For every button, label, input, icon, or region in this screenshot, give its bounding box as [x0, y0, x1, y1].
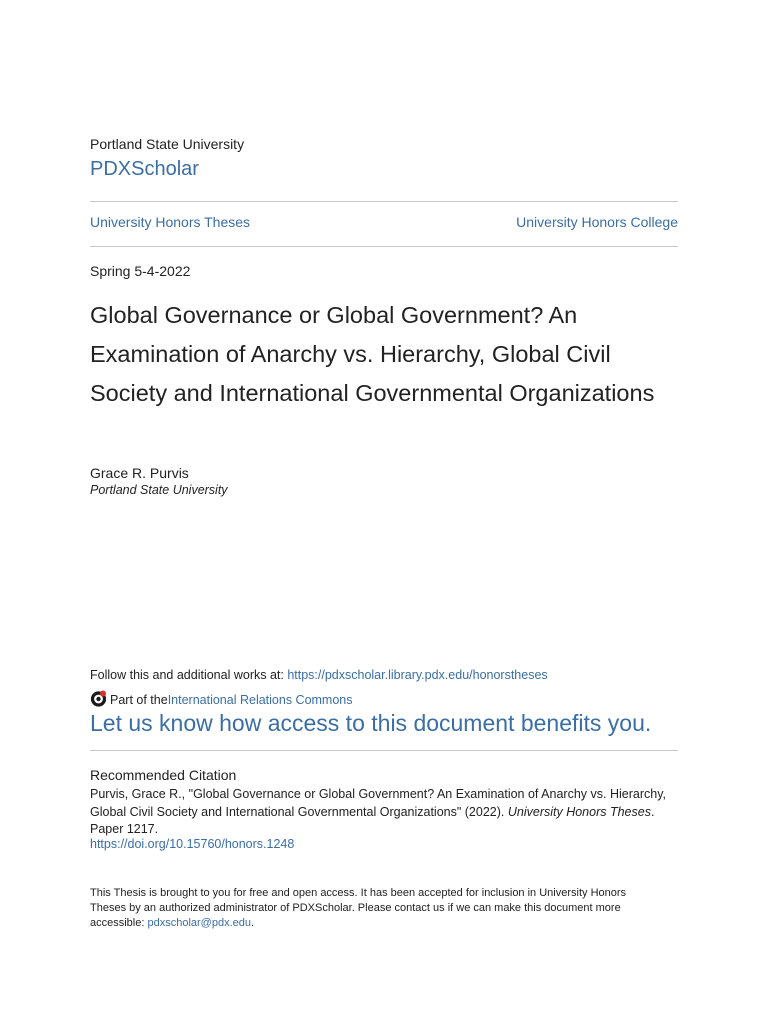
citation-series: University Honors Theses — [507, 804, 651, 819]
citation-heading: Recommended Citation — [90, 767, 237, 783]
divider — [90, 750, 678, 751]
institution-name: Portland State University — [90, 136, 245, 152]
honors-college-link[interactable]: University Honors College — [516, 214, 678, 230]
citation-main: Purvis, Grace R., "Global Governance or Global Government? An Examination of Anarchy vs. Hierarchy, Global Civil Society and International Governmental Organizations" (2022). — [90, 787, 666, 819]
part-of-prefix: Part of the — [110, 693, 168, 707]
follow-prefix: Follow this and additional works at: — [90, 668, 288, 682]
divider — [90, 201, 678, 202]
collection-nav — [90, 214, 678, 230]
contact-email-link[interactable]: pdxscholar@pdx.edu — [147, 917, 251, 929]
follow-line — [90, 668, 548, 682]
part-of-line — [90, 690, 353, 710]
divider — [90, 246, 678, 247]
access-end: . — [251, 917, 255, 929]
author-affiliation: Portland State University — [90, 483, 228, 497]
follow-url-link[interactable]: https://pdxscholar.library.pdx.edu/honorstheses — [287, 668, 548, 682]
commons-network-icon — [90, 690, 110, 710]
citation-text — [90, 786, 678, 839]
access-text: This Thesis is brought to you for free and open access. It has been accepted for inclusion in University Honors Theses by an authorized administrator of PDXScholar. Please contact us if we can make this document more accessible: — [90, 887, 627, 929]
doi-link[interactable]: https://doi.org/10.15760/honors.1248 — [90, 837, 295, 851]
discipline-commons-link[interactable]: International Relations Commons — [167, 693, 353, 707]
citation-paper: . Paper 1217. — [90, 804, 655, 836]
repository-link[interactable]: PDXScholar — [90, 158, 199, 180]
honors-theses-link[interactable]: University Honors Theses — [90, 214, 251, 230]
document-title: Global Governance or Global Government? An Examination of Anarchy vs. Hierarchy, Global Civil Society and International Governmental Organizations — [90, 302, 655, 406]
access-statement — [90, 886, 650, 931]
author-name: Grace R. Purvis — [90, 465, 189, 481]
feedback-link[interactable]: Let us know how access to this document benefits you. — [90, 710, 652, 736]
publication-date: Spring 5-4-2022 — [90, 263, 191, 279]
